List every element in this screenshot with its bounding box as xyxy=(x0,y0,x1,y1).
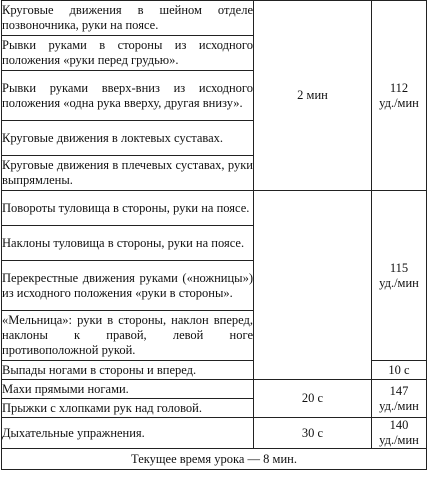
duration-cell: 20 с xyxy=(254,380,372,418)
exercise-cell: Повороты туловища в стороны, руки на поясе. xyxy=(2,191,254,226)
lesson-time-footer: Текущее время урока — 8 мин. xyxy=(2,449,427,470)
duration-cell: 10 с xyxy=(372,361,427,380)
pulse-unit: уд./мин xyxy=(379,398,419,413)
pulse-cell xyxy=(372,1,427,191)
exercise-cell: Махи прямыми ногами. xyxy=(2,380,254,399)
table-row xyxy=(2,449,427,470)
duration-cell: 2 мин xyxy=(254,1,372,191)
pulse-cell xyxy=(372,418,427,449)
pulse-value: 112 xyxy=(389,80,409,95)
exercise-cell: Дыхательные упражнения. xyxy=(2,418,254,449)
exercise-cell: Круговые движения в плечевых суставах, руки выпрямлены. xyxy=(2,156,254,191)
pulse-cell xyxy=(372,380,427,418)
pulse-value: 147 xyxy=(389,383,409,398)
exercise-cell: «Мельница»: руки в стороны, наклон вперед, наклоны к правой, левой ноге противоположной рукой. xyxy=(2,311,254,361)
table-row xyxy=(2,191,427,226)
pulse-cell xyxy=(372,191,427,361)
exercise-cell: Рывки руками в стороны из исходного положения «руки перед грудью». xyxy=(2,36,254,71)
exercise-cell: Рывки руками вверх-вниз из исходного положения «одна рука вверху, другая внизу». xyxy=(2,71,254,121)
table-row xyxy=(2,380,427,399)
pulse-unit: уд./мин xyxy=(379,95,419,110)
exercise-cell: Перекрестные движения руками («ножницы») из исходного положения «руки в стороны». xyxy=(2,261,254,311)
table-row xyxy=(2,1,427,36)
exercise-cell: Наклоны туловища в стороны, руки на поясе. xyxy=(2,226,254,261)
pulse-value: 115 xyxy=(389,260,409,275)
pulse-unit: уд./мин xyxy=(379,433,419,447)
exercise-cell: Круговые движения в локтевых суставах. xyxy=(2,121,254,156)
table-row xyxy=(2,418,427,449)
exercise-cell: Прыжки с хлопками рук над головой. xyxy=(2,399,254,418)
exercise-table xyxy=(1,0,427,470)
duration-cell: 30 с xyxy=(254,418,372,449)
duration-cell xyxy=(254,191,372,380)
pulse-unit: уд./мин xyxy=(379,275,419,290)
exercise-cell: Выпады ногами в стороны и вперед. xyxy=(2,361,254,380)
pulse-value: 140 xyxy=(389,418,409,432)
exercise-cell: Круговые движения в шейном отделе позвоночника, руки на поясе. xyxy=(2,1,254,36)
